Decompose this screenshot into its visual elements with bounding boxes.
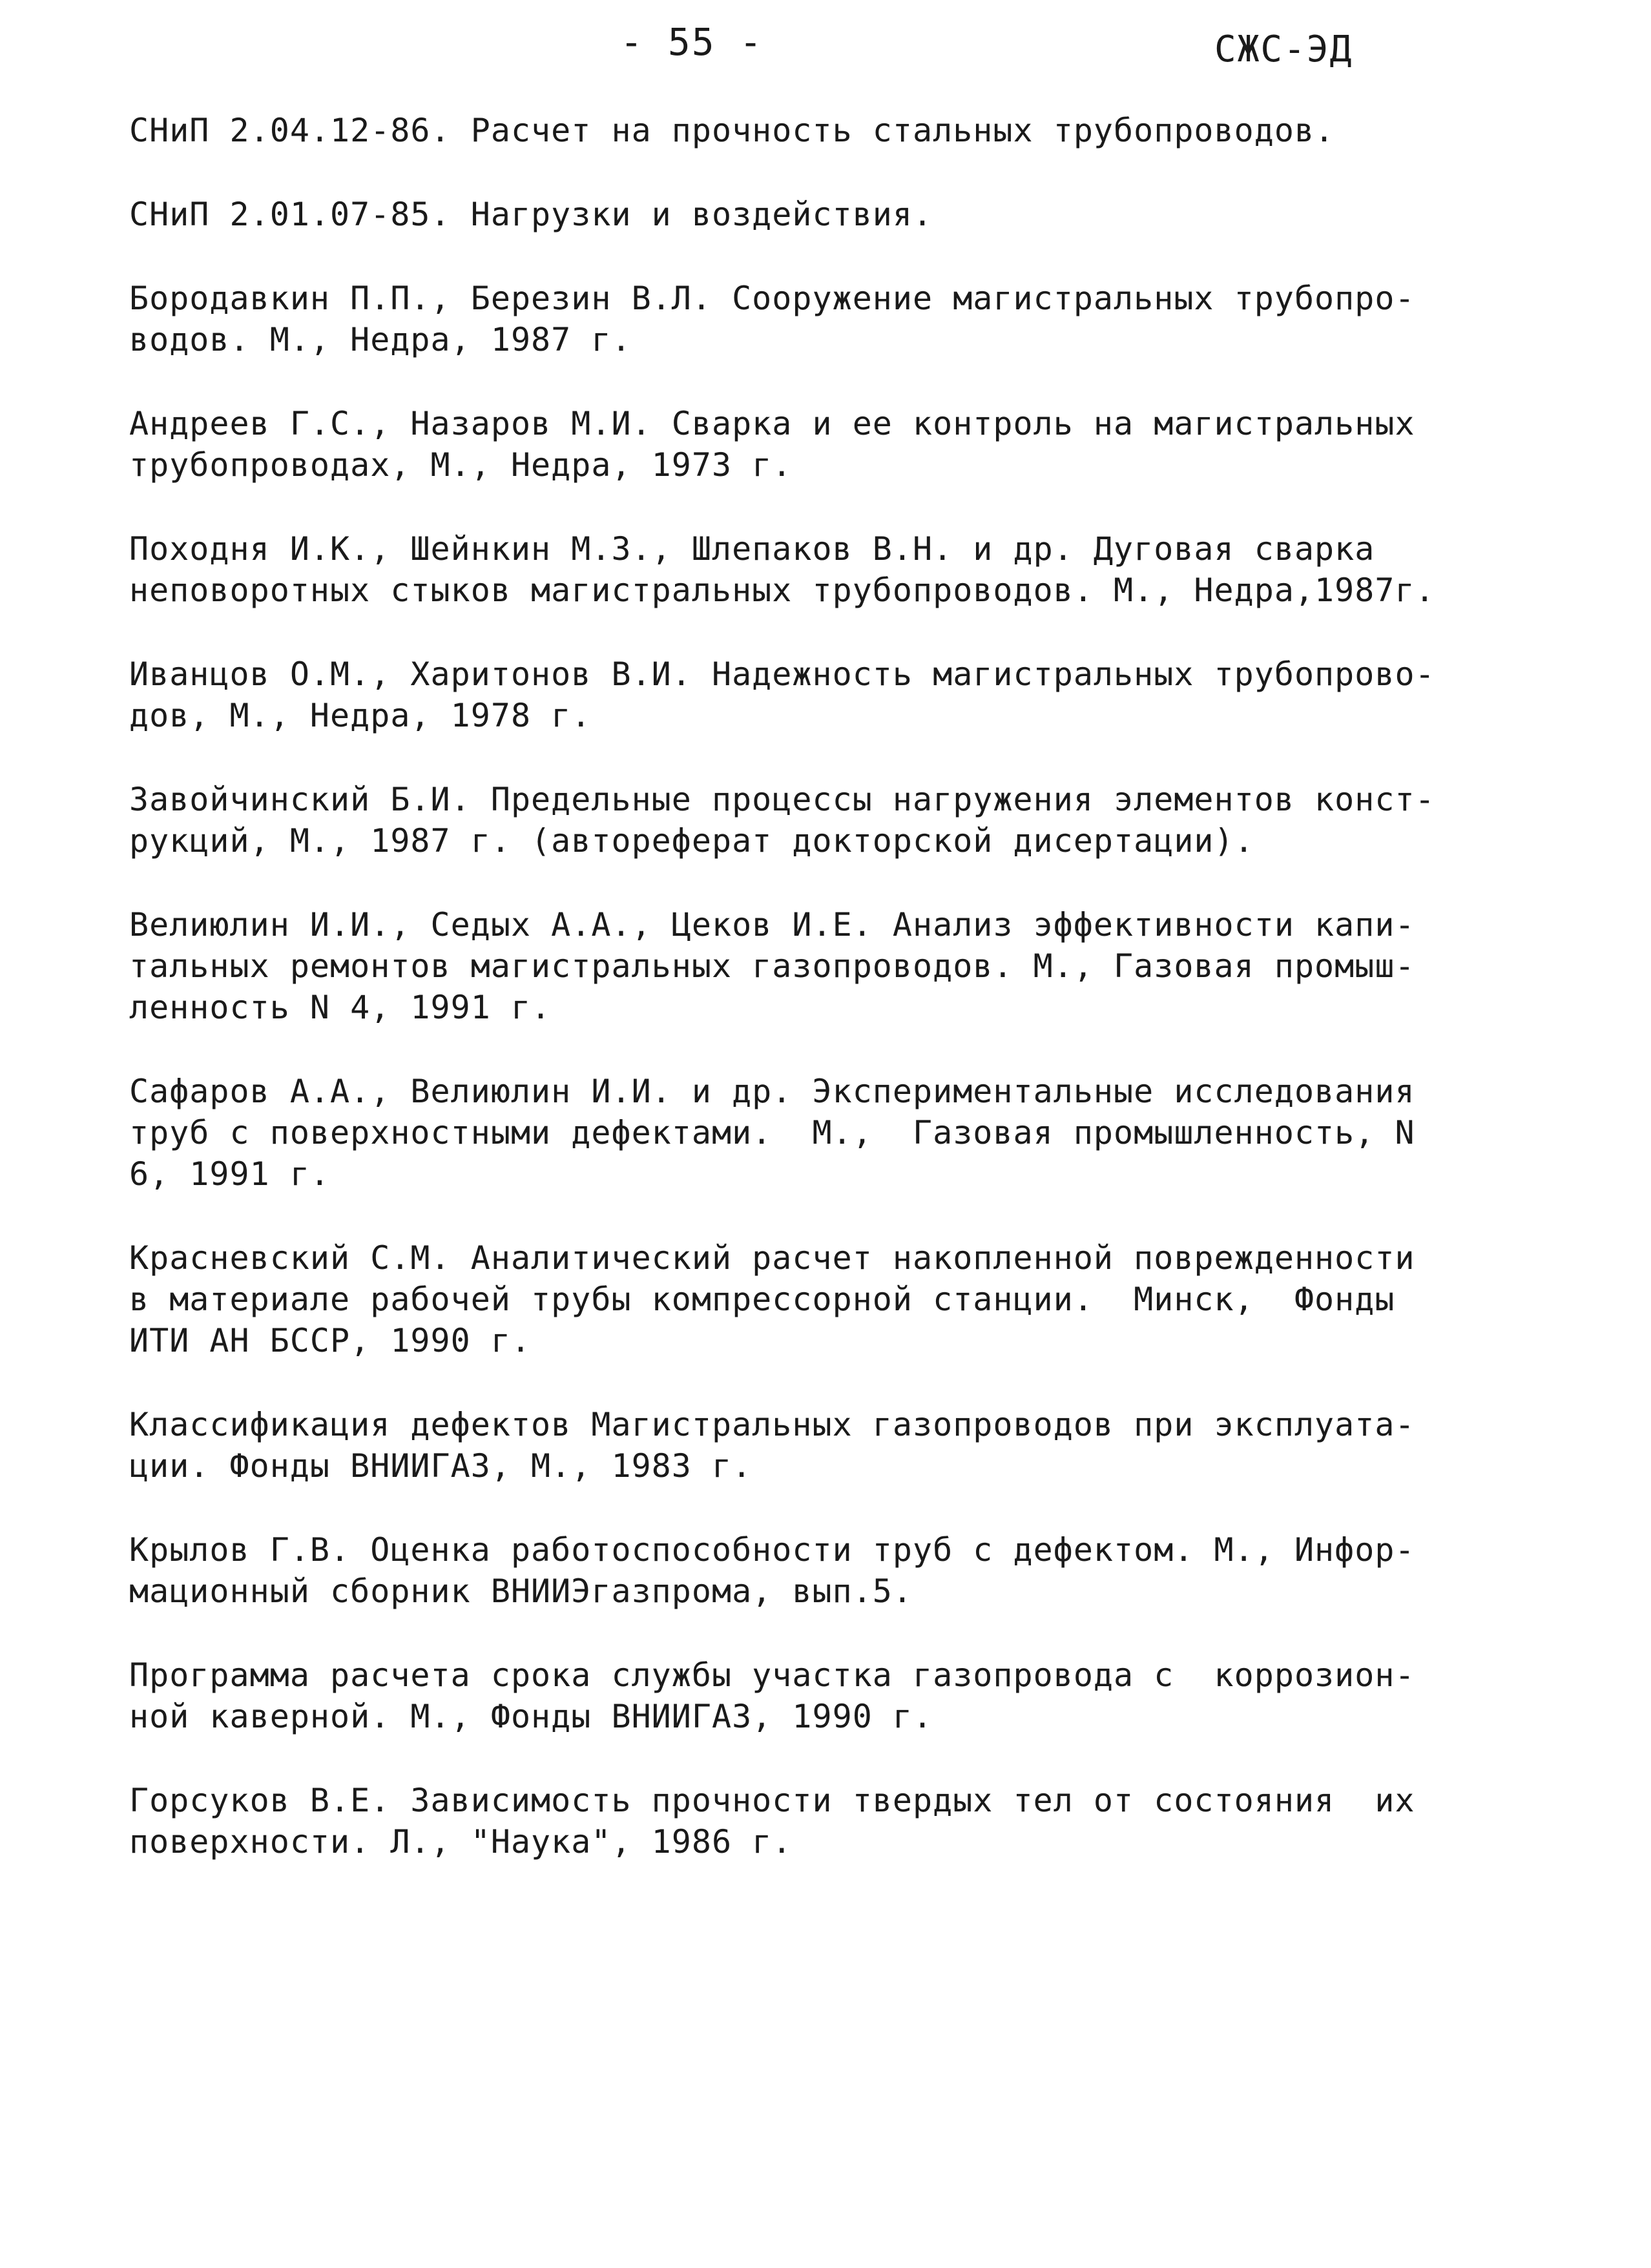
reference-line: Завойчинский Б.И. Предельные процессы нагружения элементов конст- (129, 781, 1435, 818)
reference-entry (129, 194, 1550, 235)
reference-line: тальных ремонтов магистральных газопроводов. М., Газовая промыш- (129, 947, 1415, 985)
reference-line: СНиП 2.01.07-85. Нагрузки и воздействия. (129, 196, 933, 233)
reference-line: Сафаров А.А., Велиюлин И.И. и др. Экспериментальные исследования (129, 1073, 1415, 1110)
reference-entry (129, 403, 1550, 486)
reference-entry (129, 1655, 1550, 1737)
reference-entry (129, 1071, 1550, 1195)
reference-entry (129, 654, 1550, 736)
reference-line: Велиюлин И.И., Седых А.А., Цеков И.Е. Анализ эффективности капи- (129, 906, 1415, 943)
reference-line: мационный сборник ВНИИЭгазпрома, вып.5. (129, 1572, 913, 1610)
reference-line: труб с поверхностными дефектами. М., Газовая промышленность, N (129, 1114, 1415, 1151)
reference-line: Андреев Г.С., Назаров М.И. Сварка и ее контроль на магистральных (129, 405, 1415, 442)
reference-line: неповоротных стыков магистральных трубопроводов. М., Недра,1987г. (129, 572, 1435, 609)
reference-line: ленность N 4, 1991 г. (129, 989, 552, 1026)
reference-entry (129, 904, 1550, 1028)
reference-entry (129, 779, 1550, 861)
reference-line: Иванцов О.М., Харитонов В.И. Надежность магистральных трубопрово- (129, 655, 1435, 693)
reference-list (129, 110, 1550, 1905)
reference-line: поверхности. Л., "Наука", 1986 г. (129, 1823, 793, 1861)
reference-line: Программа расчета срока службы участка газопровода с коррозион- (129, 1656, 1415, 1694)
reference-line: ной каверной. М., Фонды ВНИИГАЗ, 1990 г. (129, 1698, 933, 1735)
reference-line: Красневский С.М. Аналитический расчет накопленной поврежденности (129, 1239, 1415, 1277)
reference-line: ИТИ АН БССР, 1990 г. (129, 1322, 532, 1359)
reference-entry (129, 278, 1550, 360)
document-code: СЖС-ЭД (1214, 28, 1353, 70)
reference-line: трубопроводах, М., Недра, 1973 г. (129, 446, 793, 484)
reference-entry (129, 1404, 1550, 1487)
reference-line: дов, М., Недра, 1978 г. (129, 697, 592, 734)
reference-entry (129, 1529, 1550, 1612)
reference-line: Классификация дефектов Магистральных газопроводов при эксплуата- (129, 1406, 1415, 1443)
reference-line: рукций, М., 1987 г. (автореферат докторской дисертации). (129, 822, 1254, 860)
reference-line: Бородавкин П.П., Березин В.Л. Сооружение магистральных трубопро- (129, 280, 1415, 317)
reference-line: в материале рабочей трубы компрессорной станции. Минск, Фонды (129, 1281, 1395, 1318)
reference-line: Крылов Г.В. Оценка работоспособности труб с дефектом. М., Инфор- (129, 1531, 1415, 1569)
reference-entry (129, 528, 1550, 611)
reference-entry (129, 110, 1550, 151)
reference-entry (129, 1780, 1550, 1862)
page-number: - 55 - (620, 20, 763, 64)
reference-line: Горсуков В.Е. Зависимость прочности твердых тел от состояния их (129, 1782, 1415, 1819)
reference-entry (129, 1237, 1550, 1361)
reference-line: 6, 1991 г. (129, 1155, 331, 1193)
reference-line: водов. М., Недра, 1987 г. (129, 321, 632, 358)
reference-line: ции. Фонды ВНИИГАЗ, М., 1983 г. (129, 1447, 753, 1485)
reference-line: Походня И.К., Шейнкин М.З., Шлепаков В.Н. и др. Дуговая сварка (129, 530, 1375, 568)
reference-line: СНиП 2.04.12-86. Расчет на прочность стальных трубопроводов. (129, 112, 1335, 149)
